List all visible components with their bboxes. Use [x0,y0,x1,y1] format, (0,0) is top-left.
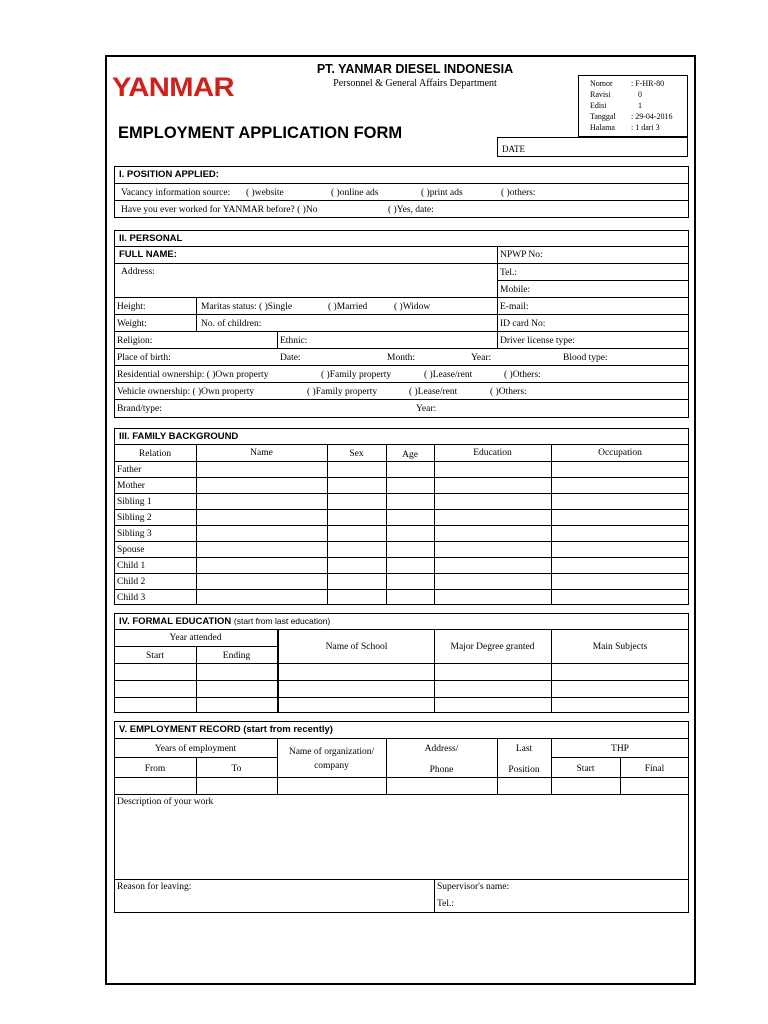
section-title-note: (start from last education) [233,616,331,626]
section-title: III. FAMILY BACKGROUND [119,431,239,442]
mobile-field[interactable]: Mobile: [500,285,531,295]
height-field[interactable]: Height: [117,302,146,312]
veh-others-checkbox[interactable]: ( )Others: [490,387,527,397]
col-divider [551,444,552,605]
res-lease-checkbox[interactable]: ( )Lease/rent [424,370,473,380]
row-divider [114,399,689,400]
vacancy-label: Vacancy information source: [121,188,231,198]
family-row-label: Sibling 1 [117,497,152,507]
section-title: I. POSITION APPLIED: [119,169,219,180]
row-divider [114,680,689,681]
school-header: Name of School [325,642,388,652]
col-header-sex: Sex [349,449,364,459]
brand-type-field[interactable]: Brand/type: [117,404,162,414]
row-divider [114,629,689,630]
veh-lease-checkbox[interactable]: ( )Lease/rent [409,387,458,397]
col-divider [196,444,197,605]
children-field[interactable]: No. of children: [201,319,262,329]
email-field[interactable]: E-mail: [500,302,529,312]
row-divider [114,314,689,315]
row-divider [114,477,689,478]
doc-info-value: 1 [638,101,642,110]
col-divider [277,331,278,348]
worked-yes-checkbox[interactable]: ( )Yes, date: [388,205,434,215]
section-title-main: IV. FORMAL EDUCATION [119,616,232,627]
thp-start-header: Start [576,764,595,774]
single-checkbox[interactable]: Maritas status: ( )Single [201,302,293,312]
married-checkbox[interactable]: ( )Married [328,302,368,312]
row-divider [114,461,689,462]
doc-info-key: Halama [590,123,615,132]
col-header-name: Name [250,448,273,458]
family-row-label: Child 3 [117,593,146,603]
tel-field[interactable]: Tel.: [500,268,518,278]
organization-header: Name of organization/ [288,747,375,757]
row-divider [114,297,689,298]
row-divider [114,777,689,778]
row-divider [114,200,689,201]
row-divider [114,444,689,445]
doc-info-value: : F-HR-80 [631,79,665,88]
row-divider [114,541,689,542]
phone-header: Phone [429,765,454,775]
degree-header: Major Degree granted [450,642,535,652]
doc-info-key: Edisi [590,101,607,110]
place-of-birth-field[interactable]: Place of birth: [117,353,171,363]
birth-year-field[interactable]: Year: [471,353,492,363]
from-header: From [144,764,166,774]
family-row-label: Mother [117,481,145,491]
widow-checkbox[interactable]: ( )Widow [394,302,431,312]
thp-header: THP [611,744,629,754]
col-header-education: Education [473,448,512,458]
doc-info-key: Ravisi [590,90,611,99]
birth-month-field[interactable]: Month: [387,353,415,363]
family-row-label: Child 1 [117,561,146,571]
row-divider [114,183,689,184]
row-divider [114,589,689,590]
doc-info-value: 0 [638,90,642,99]
vehicle-year-field[interactable]: Year: [416,404,437,414]
veh-own-checkbox[interactable]: Vehicle ownership: ( )Own property [117,387,255,397]
religion-field[interactable]: Religion: [117,336,153,346]
last-header: Last [515,744,533,754]
weight-field[interactable]: Weight: [117,319,147,329]
row-divider [114,331,689,332]
col-divider [196,297,197,331]
row-divider [114,557,689,558]
row-divider [497,280,689,281]
website-checkbox[interactable]: ( )website [246,188,284,198]
col-header-relation: Relation [138,449,172,459]
subjects-header: Main Subjects [592,642,648,652]
work-description-field[interactable]: Description of your work [117,797,214,807]
to-header: To [231,764,242,774]
col-divider [434,444,435,605]
col-divider [434,879,435,913]
thp-final-header: Final [644,764,665,774]
row-divider [114,348,689,349]
row-divider [114,382,689,383]
doc-info-value: : 1 dari 3 [631,123,660,132]
yanmar-logo: YANMAR [112,72,235,102]
online-ads-checkbox[interactable]: ( )online ads [331,188,379,198]
row-divider [114,794,689,795]
doc-info-key: Nomor [590,79,613,88]
full-name-field[interactable]: FULL NAME: [119,249,177,260]
row-divider [114,509,689,510]
family-row-label: Child 2 [117,577,146,587]
row-divider [114,246,689,247]
doc-info-key: Tanggal [590,112,616,121]
row-divider [114,879,689,880]
section-title: V. EMPLOYMENT RECORD (start from recently) [119,724,333,735]
res-family-checkbox[interactable]: ( )Family property [321,370,392,380]
company-name: PT. YANMAR DIESEL INDONESIA [316,62,514,76]
years-employment-header: Years of employment [154,744,237,754]
ending-header: Ending [222,651,251,661]
row-divider [114,697,689,698]
ethnic-field[interactable]: Ethnic: [280,336,308,346]
row-divider [114,365,689,366]
supervisor-tel-field[interactable]: Tel.: [437,899,455,909]
family-row-label: Father [117,465,142,475]
start-header: Start [146,651,164,661]
row-divider [114,525,689,526]
year-attended-header: Year attended [169,633,222,643]
col-divider [327,444,328,605]
row-divider [114,573,689,574]
family-row-label: Sibling 3 [117,529,152,539]
birth-date-field[interactable]: Date: [280,353,301,363]
row-divider [114,493,689,494]
row-divider [114,263,689,264]
col-header-occupation: Occupation [598,448,642,458]
blood-type-field[interactable]: Blood type: [563,353,608,363]
date-field[interactable]: DATE [497,137,688,157]
worked-before-label[interactable]: Have you ever worked for YANMAR before? ( )No [121,205,318,215]
id-card-field[interactable]: ID card No: [500,319,546,329]
doc-info-value: : 29-04-2016 [631,112,673,121]
section-title: II. PERSONAL [119,233,183,244]
veh-family-checkbox[interactable]: ( )Family property [307,387,378,397]
family-row-label: Sibling 2 [117,513,152,523]
section-title [119,615,330,628]
department-name: Personnel & General Affairs Department [333,78,497,89]
position-header: Position [508,765,540,775]
others-checkbox[interactable]: ( )others: [501,188,536,198]
form-title: EMPLOYMENT APPLICATION FORM [118,124,403,142]
col-header-age: Age [402,450,418,460]
organization-header-2: company [314,761,349,771]
driver-license-field[interactable]: Driver license type: [500,336,575,346]
reason-leaving-field[interactable]: Reason for leaving: [117,882,192,892]
row-divider [114,738,689,739]
res-own-checkbox[interactable]: Residential ownership: ( )Own property [117,370,269,380]
col-divider [497,246,498,348]
address-field[interactable]: Address: [121,267,155,277]
npwp-field[interactable]: NPWP No: [500,250,543,260]
row-divider [114,663,689,664]
col-divider [386,444,387,605]
supervisor-name-field[interactable]: Supervisor's name: [437,882,510,892]
print-ads-checkbox[interactable]: ( )print ads [421,188,463,198]
res-others-checkbox[interactable]: ( )Others: [504,370,541,380]
address-header: Address/ [424,744,459,754]
family-row-label: Spouse [117,545,145,555]
document-info-box [578,75,688,137]
